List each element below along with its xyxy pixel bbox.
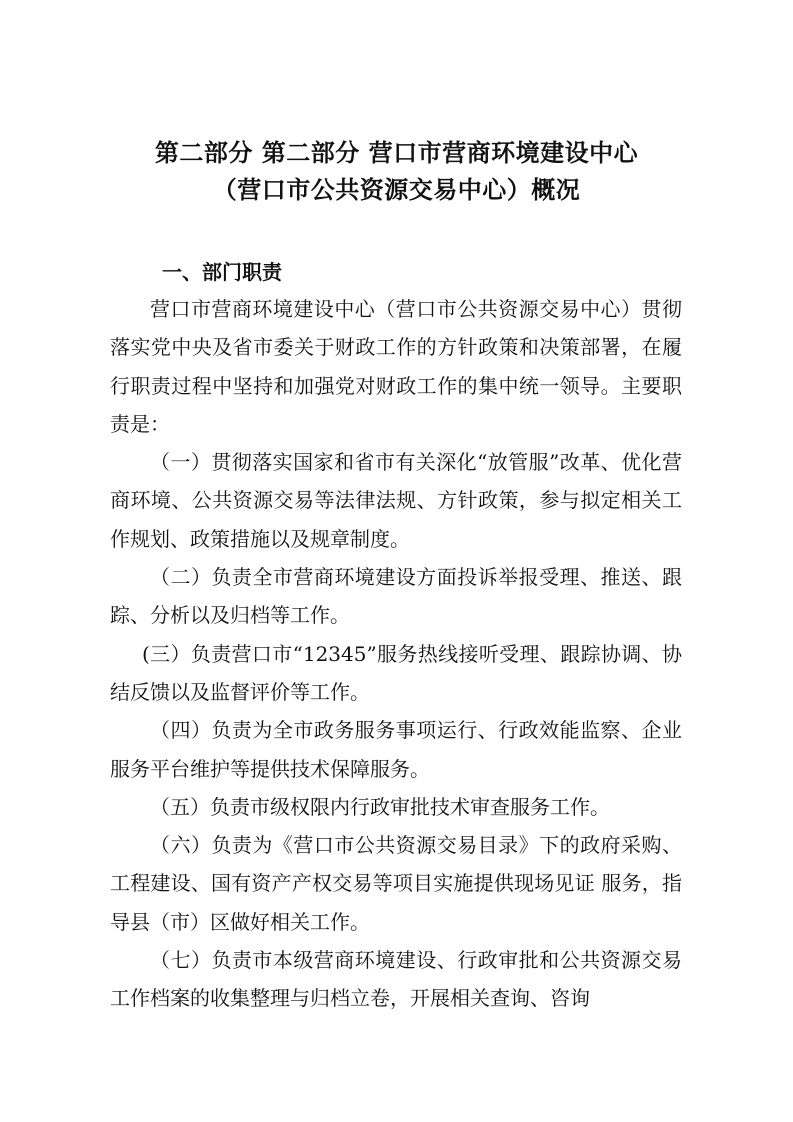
- page-title-line-1: 第二部分 第二部分 营口市营商环境建设中心: [154, 139, 639, 167]
- paragraph-duty-2: （二）负责全市营商环境建设方面投诉举报受理、推送、跟踪、分析以及归档等工作。: [110, 565, 682, 628]
- paragraph-duty-1: （一）贯彻落实国家和省市有关深化“放管服”改革、优化营商环境、公共资源交易等法律法规、方针政策，参与拟定相关工作规划、政策措施以及规章制度。: [110, 450, 682, 551]
- paragraph-duty-4: （四）负责为全市政务服务事项运行、行政效能监察、企业服务平台维护等提供技术保障服务。: [110, 718, 682, 781]
- section-heading: 一、部门职责: [162, 260, 282, 284]
- paragraph-intro: 营口市营商环境建设中心（营口市公共资源交易中心）贯彻落实党中央及省市委关于财政工作的方针政策和决策部署，在履行职责过程中坚持和加强党对财政工作的集中统一领导。主要职责是：: [110, 297, 682, 436]
- paragraph-duty-6: （六）负责为《营口市公共资源交易目录》下的政府采购、工程建设、国有资产产权交易等项目实施提供现场见证 服务，指导县（市）区做好相关工作。: [110, 833, 682, 934]
- page-title-line-2: （营口市公共资源交易中心）概况: [212, 176, 581, 204]
- document-body: [110, 290, 682, 1018]
- paragraph-duty-7: （七）负责市本级营商环境建设、行政审批和公共资源交易工作档案的收集整理与归档立卷，开展相关查询、咨询: [110, 948, 682, 1011]
- paragraph-duty-5: （五）负责市级权限内行政审批技术审查服务工作。: [150, 794, 610, 819]
- paragraph-duty-3: (三）负责营口市“12345”服务热线接听受理、跟踪协调、协结反馈以及监督评价等工作。: [110, 641, 682, 704]
